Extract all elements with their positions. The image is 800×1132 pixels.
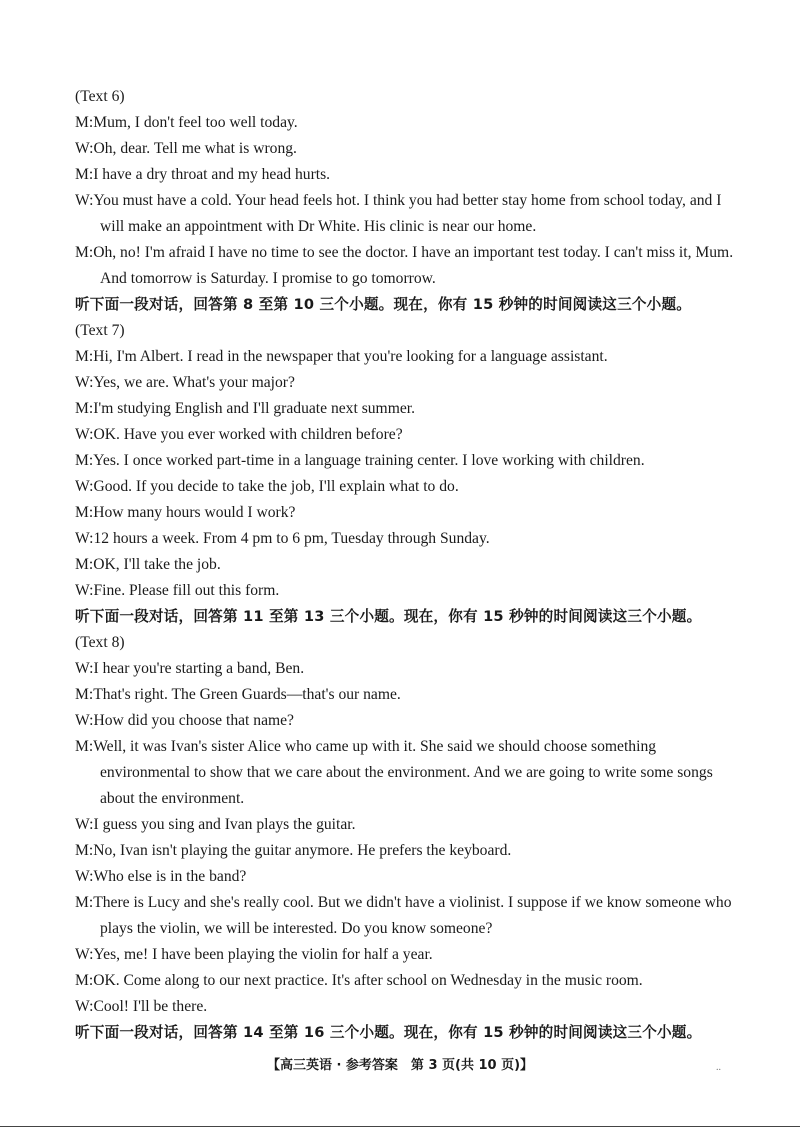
page-footer: 【高三英语 · 参考答案 第 3 页(共 10 页)】: [266, 1058, 534, 1073]
dialogue-line: M:There is Lucy and she's really cool. But we didn't have a violinist. I suppose if we know someone who plays the violin, we will be interested. Do you know someone?: [75, 894, 732, 937]
text-heading: (Text 8): [75, 634, 125, 651]
dialogue-line: W:Oh, dear. Tell me what is wrong.: [75, 140, 297, 157]
text-heading: (Text 7): [75, 322, 125, 339]
dialogue-line: M:No, Ivan isn't playing the guitar anymore. He prefers the keyboard.: [75, 842, 512, 859]
transcript-body: [75, 84, 735, 1046]
dialogue-line: W:I hear you're starting a band, Ben.: [75, 660, 305, 677]
dialogue-line: W:Yes, me! I have been playing the violin for half a year.: [75, 946, 433, 963]
dialogue-line: M:Oh, no! I'm afraid I have no time to see the doctor. I have an important test today. I can't miss it, Mum. And tomorrow is Saturday. I promise to go tomorrow.: [75, 244, 734, 287]
dialogue-line: M:OK. Come along to our next practice. It's after school on Wednesday in the music room.: [75, 972, 643, 989]
dialogue-line: W:You must have a cold. Your head feels hot. I think you had better stay home from school today, and I will make an appointment with Dr White. His clinic is near our home.: [75, 192, 722, 235]
listening-instruction: 听下面一段对话，回答第 11 至第 13 三个小题。现在，你有 15 秒钟的时间阅读这三个小题。: [75, 608, 702, 625]
dialogue-line: W:Fine. Please fill out this form.: [75, 582, 280, 599]
dialogue-line: W:Cool! I'll be there.: [75, 998, 208, 1015]
dialogue-line: M:Well, it was Ivan's sister Alice who came up with it. She said we should choose something environmental to show that we care about the environment. And we are going to write some songs about the environment.: [75, 738, 713, 807]
dialogue-line: M:I have a dry throat and my head hurts.: [75, 166, 331, 183]
dialogue-line: W:OK. Have you ever worked with children before?: [75, 426, 403, 443]
dialogue-line: M:Yes. I once worked part-time in a language training center. I love working with children.: [75, 452, 645, 469]
dialogue-line: W:How did you choose that name?: [75, 712, 294, 729]
dialogue-line: M:Mum, I don't feel too well today.: [75, 114, 298, 131]
dialogue-line: M:Hi, I'm Albert. I read in the newspaper that you're looking for a language assistant.: [75, 348, 608, 365]
text-heading: (Text 6): [75, 88, 125, 105]
dialogue-line: W:I guess you sing and Ivan plays the guitar.: [75, 816, 356, 833]
page-bottom-rule: [0, 1126, 800, 1127]
dialogue-line: W:Yes, we are. What's your major?: [75, 374, 295, 391]
listening-instruction: 听下面一段对话，回答第 14 至第 16 三个小题。现在，你有 15 秒钟的时间阅读这三个小题。: [75, 1024, 702, 1041]
dialogue-line: W:Good. If you decide to take the job, I'll explain what to do.: [75, 478, 459, 495]
footer-marks: ..: [716, 1062, 721, 1073]
dialogue-line: W:Who else is in the band?: [75, 868, 247, 885]
listening-instruction: 听下面一段对话，回答第 8 至第 10 三个小题。现在，你有 15 秒钟的时间阅读这三个小题。: [75, 296, 692, 313]
dialogue-line: M:That's right. The Green Guards—that's our name.: [75, 686, 401, 703]
dialogue-line: W:12 hours a week. From 4 pm to 6 pm, Tuesday through Sunday.: [75, 530, 490, 547]
dialogue-line: M:OK, I'll take the job.: [75, 556, 221, 573]
dialogue-line: M:I'm studying English and I'll graduate next summer.: [75, 400, 415, 417]
dialogue-line: M:How many hours would I work?: [75, 504, 296, 521]
